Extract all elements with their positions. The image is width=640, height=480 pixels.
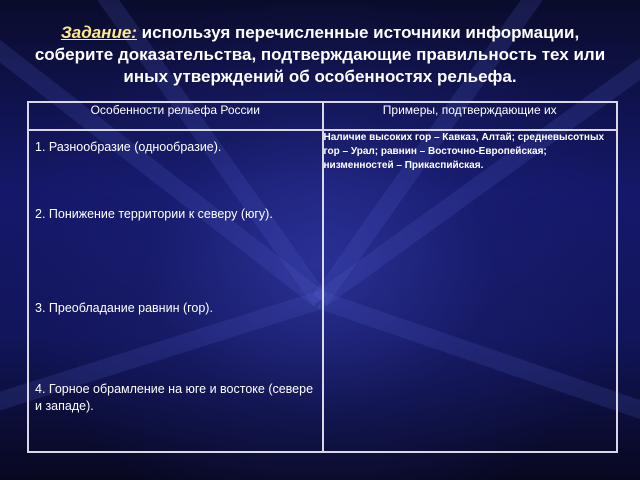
features-cell	[28, 130, 323, 452]
task-title	[20, 22, 620, 88]
feature-item-4: 4. Горное обрамление на юге и востоке (севере и западе).	[35, 382, 314, 413]
examples-text: Наличие высоких гор – Кавказ, Алтай; средневысотных гор – Урал; равнин – Восточно-Европейская; низменностей – Прикаспийская.	[323, 132, 605, 171]
header-examples: Примеры, подтверждающие их	[323, 102, 618, 130]
examples-cell	[323, 130, 618, 452]
feature-item-2: 2. Понижение территории к северу (югу).	[35, 207, 273, 221]
header-features: Особенности рельефа России	[28, 102, 323, 130]
feature-item-1: 1. Разнообразие (однообразие).	[35, 140, 222, 154]
feature-item-3: 3. Преобладание равнин (гор).	[35, 301, 213, 315]
relief-table	[27, 101, 618, 453]
task-label: Задание:	[60, 23, 137, 42]
task-text: используя перечисленные источники информации, соберите доказательства, подтверждающие правильность тех или иных утверждений об особенностях рельефа.	[34, 23, 606, 86]
